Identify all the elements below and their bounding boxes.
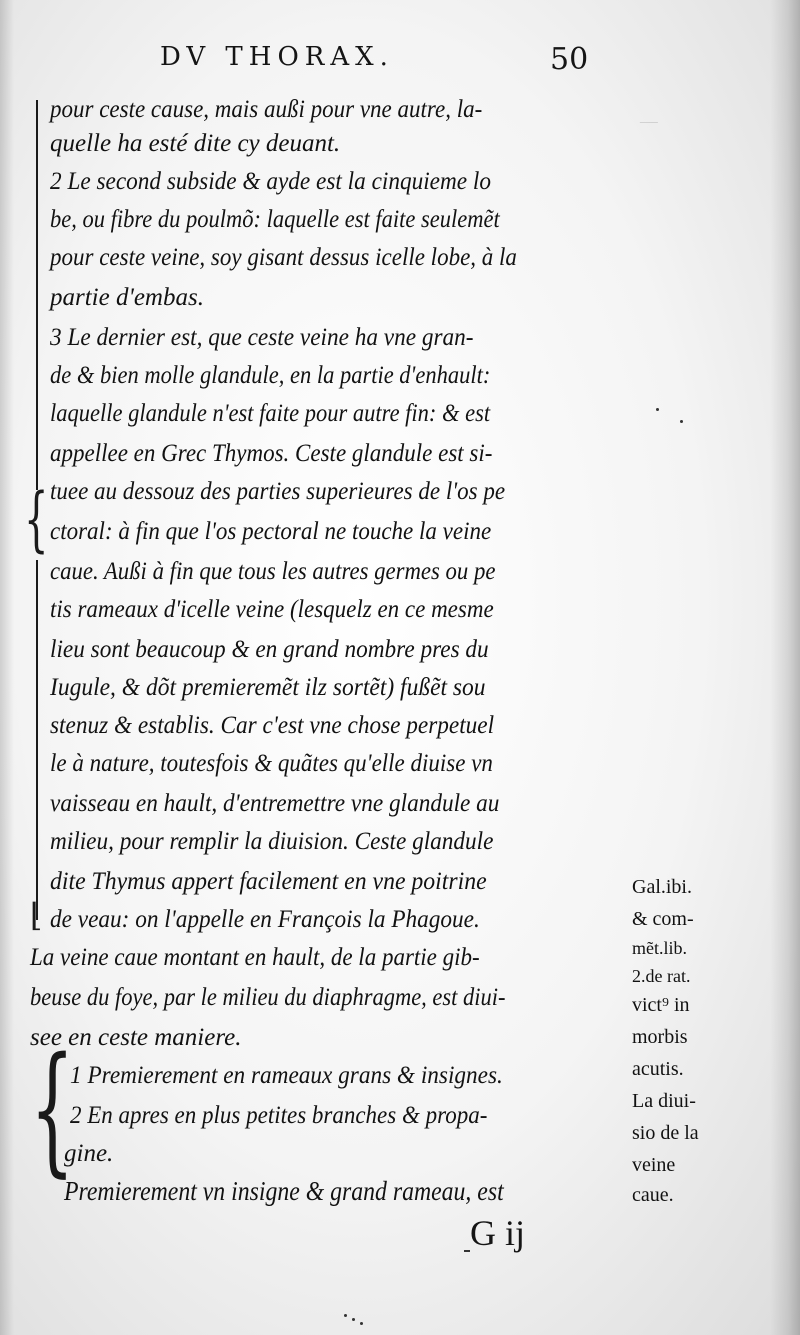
corner-bracket: ⌊ [30,896,43,934]
text-line: milieu, pour remplir la diuision. Ceste glandule [50,828,494,855]
margin-note: & com- [632,908,694,930]
margin-note: mẽt.lib. [632,938,687,958]
ink-speck [680,420,683,423]
ink-speck [656,408,659,411]
ink-speck [352,1318,355,1321]
text-line: le à nature, toutesfois & quãtes qu'elle diuise vn [50,750,493,777]
text-line: 2 En apres en plus petites branches & propa- [70,1102,488,1129]
text-line: La veine caue montant en hault, de la partie gib- [30,944,480,971]
text-line: tis rameaux d'icelle veine (lesquelz en ce mesme [50,596,494,623]
text-line: de & bien molle glandule, en la partie d'enhault: [50,362,491,389]
page-number: 50 [550,42,589,77]
margin-rule [36,560,38,920]
ink-speck [360,1322,363,1325]
bleed-through-text: — [640,110,658,132]
running-head: DV THORAX. [160,42,394,72]
page-gutter-shadow [0,0,14,1335]
text-line: lieu sont beaucoup & en grand nombre pres du [50,636,489,663]
text-line: pour ceste cause, mais außi pour vne autre, la- [50,96,483,123]
margin-note: Gal.ibi. [632,876,692,898]
text-line: be, ou fibre du poulmõ: laquelle est faite seulemẽt [50,206,500,233]
text-line: tuee au dessouz des parties superieures de l'os pe [50,478,506,505]
text-line: laquelle glandule n'est faite pour autre fin: & est [50,400,491,427]
text-line: vaisseau en hault, d'entremettre vne glandule au [50,790,500,817]
text-line: caue. Außi à fin que tous les autres germes ou pe [50,558,496,585]
text-line: Premierement vn insigne & grand rameau, est [64,1176,504,1206]
text-line: ctoral: à fin que l'os pectoral ne touche la veine [50,518,492,545]
margin-note: 2.de rat. [632,966,691,986]
margin-rule [36,100,38,490]
text-line: stenuz & establis. Car c'est vne chose perpetuel [50,712,495,739]
margin-note: acutis. [632,1058,684,1080]
text-line: 1 Premierement en rameaux grans & insignes. [70,1062,503,1089]
margin-note: La diui- [632,1090,696,1112]
ink-speck [344,1314,347,1317]
text-line: pour ceste veine, soy gisant dessus icelle lobe, à la [50,244,517,271]
text-line: dite Thymus appert facilement en vne poitrine [50,868,487,895]
margin-note: morbis [632,1026,688,1048]
text-line: gine. [64,1140,114,1167]
margin-note: caue. [632,1184,674,1206]
text-line: Iugule, & dõt premieremẽt ilz sortẽt) fußẽt sou [50,674,486,701]
ink-speck [464,1250,470,1252]
curly-brace: { [24,478,49,560]
text-line: 2 Le second subside & ayde est la cinquieme lo [50,168,492,195]
text-line: 3 Le dernier est, que ceste veine ha vne gran- [50,324,474,351]
margin-note: veine [632,1154,676,1176]
page-edge-shadow [770,0,800,1335]
text-line: quelle ha esté dite cy deuant. [50,130,341,157]
text-line: see en ceste maniere. [30,1024,242,1051]
curly-brace: { [30,1028,75,1191]
margin-note: vict⁹ in [632,994,690,1016]
text-line: appellee en Grec Thymos. Ceste glandule est si- [50,440,493,467]
margin-note: sio de la [632,1122,699,1144]
text-line: beuse du foye, par le milieu du diaphragme, est diui- [30,984,506,1011]
signature-mark: G ij [470,1213,526,1253]
text-line: de veau: on l'appelle en François la Phagoue. [50,906,480,933]
text-line: partie d'embas. [50,284,204,311]
